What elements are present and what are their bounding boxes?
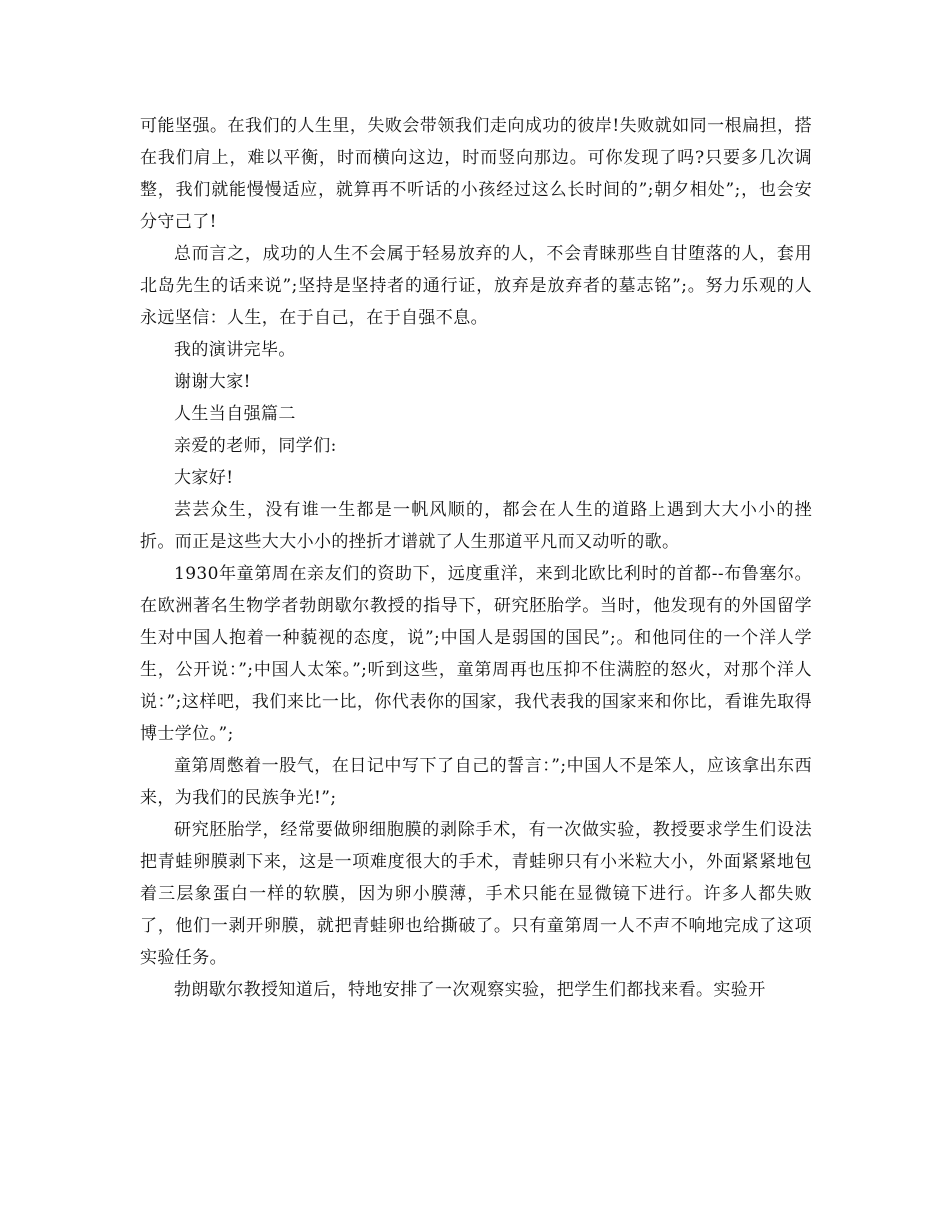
greeting: 大家好! (174, 468, 234, 488)
paragraph-10: 童第周憋着一股气，在日记中写下了自己的誓言：”;中国人不是笨人，应该拿出东西来，为我们的民族争光!”; (140, 756, 812, 808)
paragraph-3: 我的演讲完毕。 (174, 340, 296, 360)
paragraph-9: 1930年童第周在亲友们的资助下，远度重洋，来到北欧比利时的首都--布鲁塞尔。在欧洲著名生物学者勃朗歇尔教授的指导下，研究胚胎学。当时，他发现有的外国留学生对中国人抱着一种藐视的态度，说”;中国人是弱国的国民”;。和他同住的一个洋人学生，公开说：”;中国人太笨。”;听到这些，童第周再也压抑不住满腔的怒火，对那个洋人说：”;这样吧，我们来比一比，你代表你的国家，我代表我的国家来和你比，看谁先取得博士学位。”; (140, 564, 812, 744)
paragraph-1: 可能坚强。在我们的人生里，失败会带领我们走向成功的彼岸!失败就如同一根扁担，搭在我们肩上，难以平衡，时而横向这边，时而竖向那边。可你发现了吗?只要多几次调整，我们就能慢慢适应，就算再不听话的小孩经过这么长时间的”;朝夕相处”;，也会安分守己了! (140, 116, 812, 232)
document-page (140, 110, 812, 1006)
paragraph-4: 谢谢大家! (174, 372, 251, 392)
salutation: 亲爱的老师，同学们: (174, 436, 337, 456)
paragraph-11: 研究胚胎学，经常要做卵细胞膜的剥除手术，有一次做实验，教授要求学生们设法把青蛙卵膜剥下来，这是一项难度很大的手术，青蛙卵只有小米粒大小，外面紧紧地包着三层象蛋白一样的软膜，因为卵小膜薄，手术只能在显微镜下进行。许多人都失败了，他们一剥开卵膜，就把青蛙卵也给撕破了。只有童第周一人不声不响地完成了这项实验任务。 (140, 820, 812, 968)
paragraph-8: 芸芸众生，没有谁一生都是一帆风顺的，都会在人生的道路上遇到大大小小的挫折。而正是这些大大小小的挫折才谱就了人生那道平凡而又动听的歌。 (140, 500, 812, 552)
section-heading: 人生当自强篇二 (174, 404, 296, 424)
paragraph-12: 勃朗歇尔教授知道后，特地安排了一次观察实验，把学生们都找来看。实验开 (174, 980, 766, 1000)
paragraph-2: 总而言之，成功的人生不会属于轻易放弃的人，不会青睐那些自甘堕落的人，套用北岛先生的话来说”;坚持是坚持者的通行证，放弃是放弃者的墓志铭”;。努力乐观的人永远坚信：人生，在于自己，在于自强不息。 (140, 244, 812, 328)
